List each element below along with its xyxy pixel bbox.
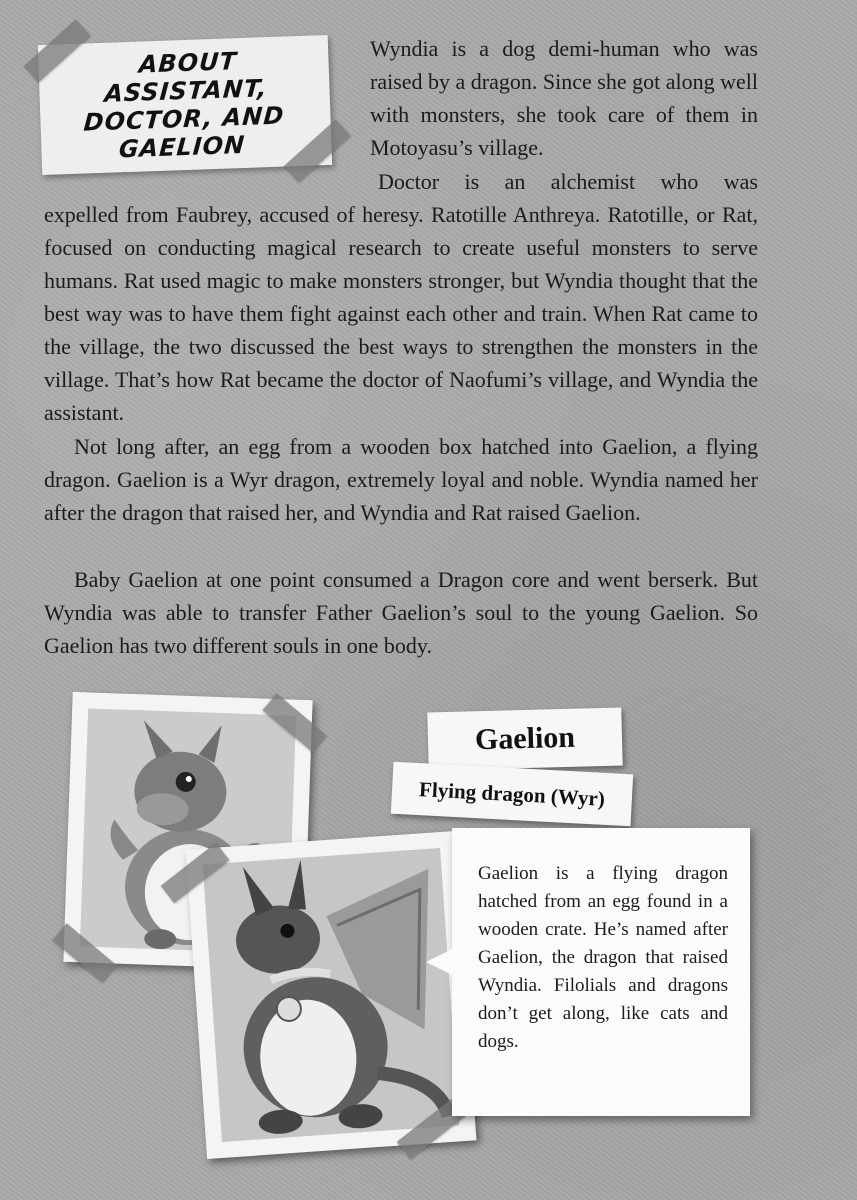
adult-dragon-illustration xyxy=(203,848,460,1142)
character-name-label xyxy=(427,707,622,770)
section-title: ABOUT ASSISTANT, DOCTOR, AND GAELION xyxy=(82,47,286,164)
paragraph-doctor-start: Doctor is an alchemist who was xyxy=(378,169,758,194)
adult-gaelion-photo xyxy=(186,831,477,1159)
character-description-card xyxy=(452,828,750,1116)
character-name: Gaelion xyxy=(474,720,576,757)
speech-notch xyxy=(426,948,454,976)
paragraph-doctor: expelled from Faubrey, accused of heresy. Ratotille Anthreya. Ratotille, or Rat, focused on conducting magical research to create useful monsters to serve humans. Rat used magic to make monsters stronger, but Wyndia thought that the best way was to have them fight against each other and train. When Rat came to the village, the two discussed the best ways to strengthen the monsters in the village. That’s how Rat became the doctor of Naofumi’s village, and Wyndia the assistant. xyxy=(44,202,758,425)
paragraph-gaelion-hatch: Not long after, an egg from a wooden box hatched into Gaelion, a flying dragon. Gaelion is a Wyr dragon, extremely loyal and noble. Wyndia named her after the dragon that raised her, and Wyndia and Rat raised Gaelion. xyxy=(44,434,758,525)
character-description: Gaelion is a flying dragon hatched from an egg found in a wooden crate. He’s named after Gaelion, the dragon that raised Wyndia. Filolials and dragons don’t get along, like cats and dogs. xyxy=(478,863,728,1052)
section-title-card xyxy=(38,35,332,175)
paragraph-gaelion-berserk: Baby Gaelion at one point consumed a Dragon core and went berserk. But Wyndia was able to transfer Father Gaelion’s soul to the young Gaelion. So Gaelion has two different souls in one body. xyxy=(44,567,758,658)
character-type-label xyxy=(391,762,633,826)
character-type: Flying dragon (Wyr) xyxy=(418,776,606,811)
paragraph-wyndia: Wyndia is a dog demi-human who was raised by a dragon. Since she got along well with monsters, she took care of them in Motoyasu’s village. xyxy=(370,36,758,160)
